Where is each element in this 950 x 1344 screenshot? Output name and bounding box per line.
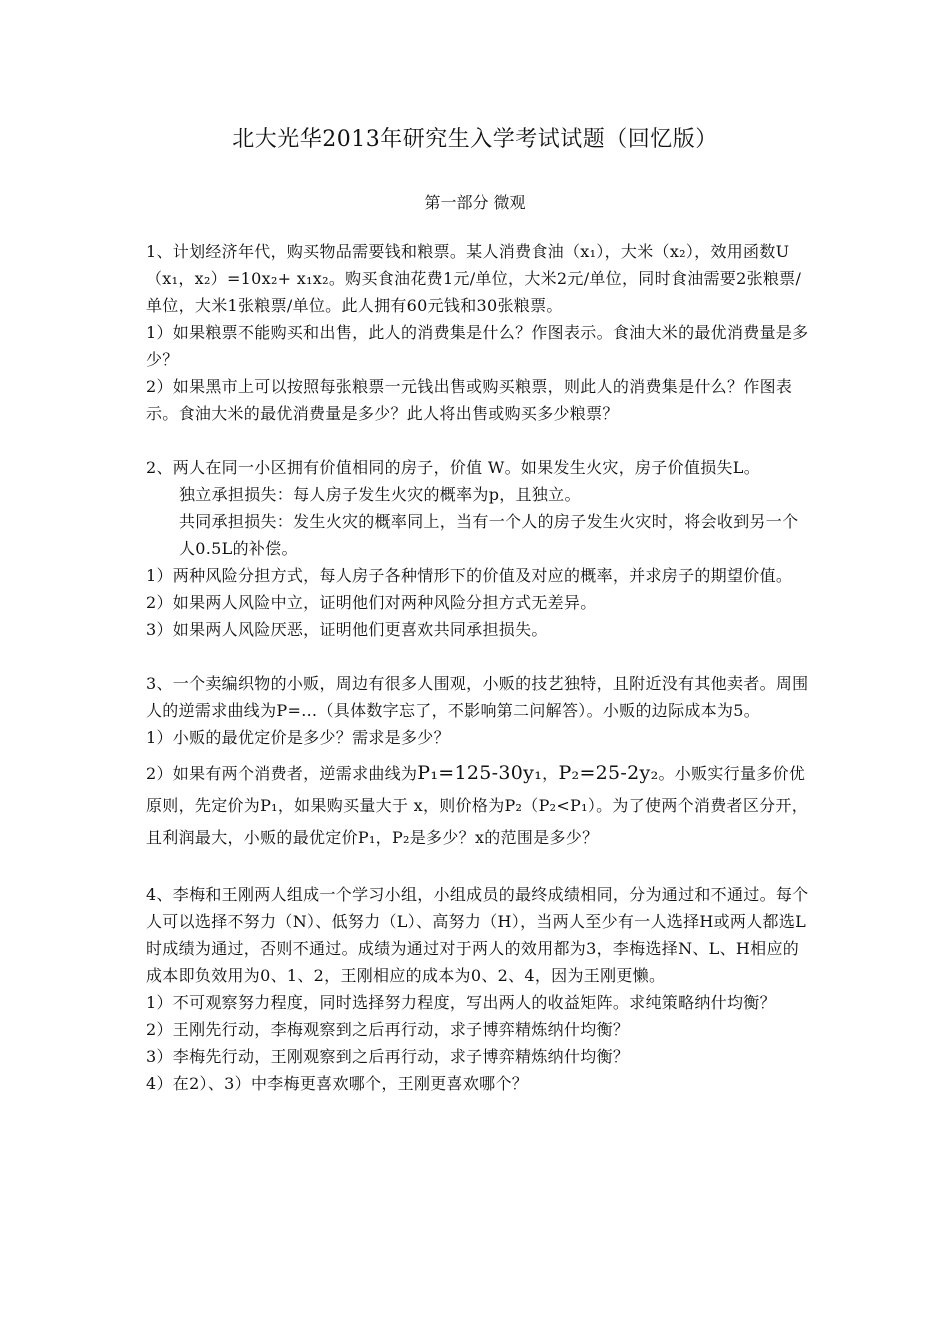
- question-3-sub-2-rest: 。小贩实行量多价优原则，先定价为P₁，如果购买量大于 x，则价格为P₂（P₂<P₁）。为了使两个消费者区分开，且利润最大，小贩的最优定价P₁，P₂是多少？x的范围是多少？: [146, 764, 809, 847]
- question-4: [146, 881, 812, 1097]
- question-2-independent: 独立承担损失：每人房子发生火灾的概率为p，且独立。: [179, 485, 581, 504]
- question-2: [146, 454, 812, 643]
- demand-equation-2: P₂=25-2y₂: [558, 762, 659, 784]
- question-2-sub-1: 1）两种风险分担方式，每人房子各种情形下的价值及对应的概率，并求房子的期望价值。: [146, 566, 793, 585]
- question-4-sub-2: 2）王刚先行动，李梅观察到之后再行动，求子博弈精炼纳什均衡？: [146, 1020, 630, 1039]
- page-title: 北大光华2013年研究生入学考试试题（回忆版）: [232, 127, 718, 152]
- part-heading: 第一部分 微观: [424, 193, 526, 212]
- question-3: [146, 670, 812, 854]
- question-3-sub-2-lead: 2）如果有两个消费者，逆需求曲线为: [146, 764, 418, 783]
- question-3-sub-1: 1）小贩的最优定价是多少？需求是多少？: [146, 728, 450, 747]
- question-4-sub-3: 3）李梅先行动，王刚观察到之后再行动，求子博弈精炼纳什均衡？: [146, 1047, 630, 1066]
- question-1-sub-2: 2）如果黑市上可以按照每张粮票一元钱出售或购买粮票，则此人的消费集是什么？作图表示。食油大米的最优消费量是多少？此人将出售或购买多少粮票？: [146, 377, 793, 423]
- question-3-intro: 3、一个卖编织物的小贩，周边有很多人围观，小贩的技艺独特，且附近没有其他卖者。周围人的逆需求曲线为P=…（具体数字忘了，不影响第二问解答）。小贩的边际成本为5。: [146, 674, 809, 720]
- equation-separator: ，: [542, 764, 559, 783]
- question-4-intro: 4、李梅和王刚两人组成一个学习小组，小组成员的最终成绩相同，分为通过和不通过。每个人可以选择不努力（N）、低努力（L）、高努力（H），当两人至少有一人选择H或两人都选L时成绩为通过，否则不通过。成绩为通过对于两人的效用都为3，李梅选择N、L、H相应的成本即负效用为0、1、2，王刚相应的成本为0、2、4，因为王刚更懒。: [146, 885, 809, 985]
- demand-equation-1: P₁=125-30y₁: [417, 762, 543, 784]
- question-3-sub-2: [146, 757, 812, 854]
- question-1-sub-1: 1）如果粮票不能购买和出售，此人的消费集是什么？作图表示。食油大米的最优消费量是多少？: [146, 323, 809, 369]
- question-4-sub-4: 4）在2）、3）中李梅更喜欢哪个，王刚更喜欢哪个？: [146, 1074, 529, 1093]
- question-2-sub-2: 2）如果两人风险中立，证明他们对两种风险分担方式无差异。: [146, 593, 597, 612]
- question-2-intro: 2、两人在同一小区拥有价值相同的房子，价值 W。如果发生火灾，房子价值损失L。: [146, 458, 761, 477]
- question-1: [146, 238, 812, 427]
- question-2-sub-3: 3）如果两人风险厌恶，证明他们更喜欢共同承担损失。: [146, 620, 548, 639]
- question-4-sub-1: 1）不可观察努力程度，同时选择努力程度，写出两人的收益矩阵。求纯策略纳什均衡？: [146, 993, 776, 1012]
- question-2-joint: 共同承担损失：发生火灾的概率同上，当有一个人的房子发生火灾时，将会收到另一个人0.5L的补偿。: [179, 512, 799, 558]
- question-1-intro: 1、计划经济年代，购买物品需要钱和粮票。某人消费食油（x₁），大米（x₂），效用函数U（x₁，x₂）=10x₂+ x₁x₂。购买食油花费1元/单位，大米2元/单位，同时食油需要2张粮票/单位，大米1张粮票/单位。此人拥有60元钱和30张粮票。: [146, 242, 802, 315]
- question-list: [146, 238, 812, 1124]
